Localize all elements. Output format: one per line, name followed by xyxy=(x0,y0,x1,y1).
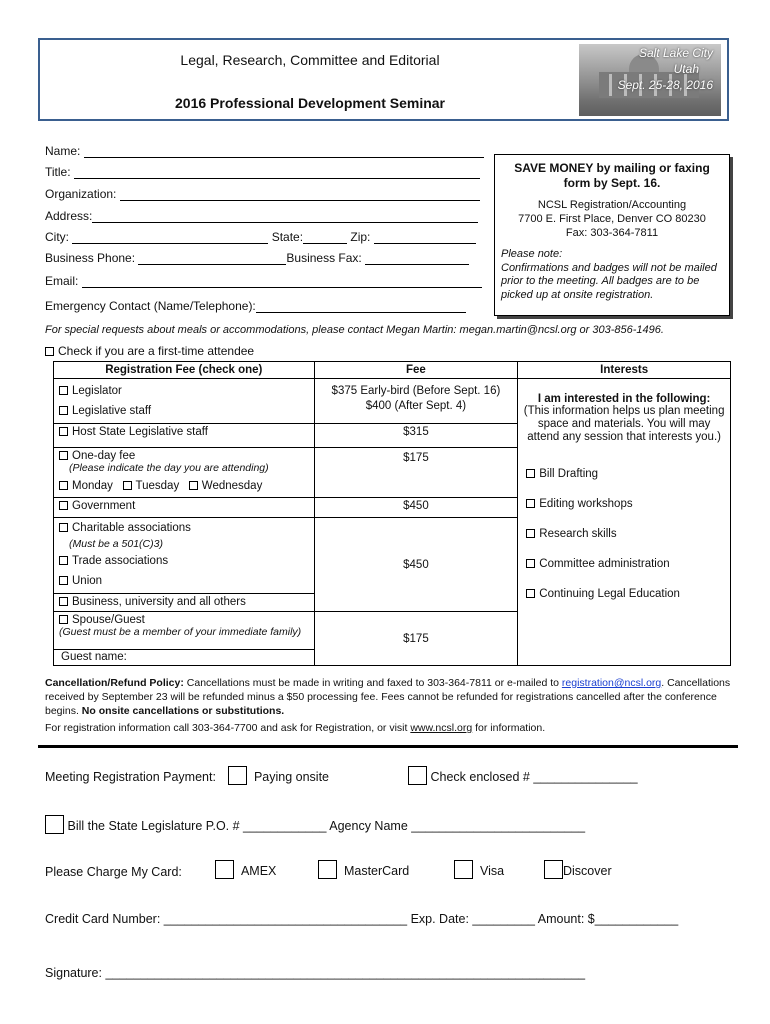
email-field[interactable] xyxy=(45,274,482,288)
registration-email-link[interactable]: registration@ncsl.org xyxy=(561,677,662,689)
bill-legislature-checkbox[interactable] xyxy=(45,815,64,834)
union-option[interactable] xyxy=(59,573,309,590)
name-label: Name: xyxy=(45,144,81,158)
legislator-checkbox[interactable] xyxy=(59,386,68,395)
one-day-option[interactable] xyxy=(59,450,309,462)
policy-text-1: Cancellations must be made in writing and faxed to 303-364-7811 or e-mailed to xyxy=(183,677,562,689)
host-state-checkbox[interactable] xyxy=(59,427,68,436)
section-divider xyxy=(38,745,738,748)
business-fax-line[interactable] xyxy=(365,253,469,265)
save-money-headline: SAVE MONEY by mailing or faxing form by Sept. 16. xyxy=(514,161,710,190)
tuesday-option[interactable] xyxy=(123,480,180,492)
reg-info-text: For registration information call 303-364-7700 and ask for Registration, or visit xyxy=(45,722,411,734)
government-option[interactable] xyxy=(54,498,315,518)
mastercard-checkbox[interactable] xyxy=(318,860,337,879)
mastercard-option[interactable] xyxy=(318,860,409,879)
trade-checkbox[interactable] xyxy=(59,556,68,565)
name-line[interactable] xyxy=(84,146,484,158)
title-label: Title: xyxy=(45,165,71,179)
check-enclosed-option[interactable] xyxy=(408,766,638,785)
amex-label: AMEX xyxy=(240,864,277,878)
policy-label: Cancellation/Refund Policy: xyxy=(45,677,184,689)
legislative-staff-label: Legislative staff xyxy=(72,405,152,417)
interests-cell xyxy=(518,379,731,666)
legislator-option[interactable] xyxy=(59,381,309,401)
title-field[interactable] xyxy=(45,165,480,179)
wednesday-option[interactable] xyxy=(189,480,263,492)
monday-option[interactable] xyxy=(59,480,113,492)
amex-option[interactable] xyxy=(215,860,276,879)
address-field[interactable] xyxy=(45,209,478,223)
committee-admin-checkbox[interactable] xyxy=(526,559,535,568)
bill-drafting-checkbox[interactable] xyxy=(526,469,535,478)
discover-checkbox[interactable] xyxy=(544,860,563,879)
state-line[interactable] xyxy=(303,232,347,244)
discover-option[interactable] xyxy=(544,860,612,879)
zip-label: Zip: xyxy=(350,230,371,244)
paying-onsite-option[interactable] xyxy=(228,766,329,785)
check-enclosed-checkbox[interactable] xyxy=(408,766,427,785)
payment-label: Meeting Registration Payment: xyxy=(45,770,216,784)
one-day-checkbox[interactable] xyxy=(59,451,68,460)
city-label: City: xyxy=(45,230,69,244)
host-state-label: Host State Legislative staff xyxy=(72,426,208,438)
col-header-fee: Fee xyxy=(314,362,518,379)
fee-late: $400 (After Sept. 4) xyxy=(365,400,467,412)
bill-legislature-option[interactable] xyxy=(45,815,585,834)
emergency-contact-field[interactable] xyxy=(45,299,466,313)
credit-card-line[interactable]: Credit Card Number: ___________________________________ Exp. Date: _________ Amount: $____________ xyxy=(45,912,679,926)
wednesday-checkbox[interactable] xyxy=(189,481,198,490)
address-line[interactable] xyxy=(92,211,478,223)
discover-label: Discover xyxy=(563,864,612,878)
guest-name-field[interactable] xyxy=(54,650,315,666)
policy-text-2: . Cancellations received by September 23 will be refunded minus a $50 processing fee. Fees cannot be refunded for registrations cancelled after the conference begins. xyxy=(45,677,731,717)
fee-government: $450 xyxy=(314,498,518,518)
phone-fax-field[interactable] xyxy=(45,251,469,265)
business-phone-line[interactable] xyxy=(138,253,286,265)
monday-label: Monday xyxy=(72,479,113,492)
cancellation-policy xyxy=(45,676,735,718)
interest-committee-admin[interactable] xyxy=(523,558,725,570)
zip-line[interactable] xyxy=(374,232,476,244)
union-checkbox[interactable] xyxy=(59,576,68,585)
continuing-legal-ed-label: Continuing Legal Education xyxy=(539,588,680,600)
fee-one-day: $175 xyxy=(314,448,518,498)
interest-bill-drafting[interactable] xyxy=(523,468,725,480)
charitable-checkbox[interactable] xyxy=(59,523,68,532)
mail-address-line2: 7700 E. First Place, Denver CO 80230 xyxy=(518,213,706,225)
editing-workshops-label: Editing workshops xyxy=(539,498,633,510)
associations-cell xyxy=(54,518,315,594)
special-requests-note: For special requests about meals or accommodations, please contact Megan Martin: megan.martin@ncsl.org or 303-856-1496. xyxy=(45,324,664,336)
spouse-checkbox[interactable] xyxy=(59,615,68,624)
spouse-note: (Guest must be a member of your immediate family) xyxy=(59,626,302,638)
first-time-attendee-option[interactable] xyxy=(45,344,254,358)
legislator-cell xyxy=(54,379,315,424)
one-day-label: One-day fee xyxy=(72,450,136,462)
mail-address-line1: NCSL Registration/Accounting xyxy=(537,199,687,211)
business-checkbox[interactable] xyxy=(59,597,68,606)
address-label: Address: xyxy=(45,209,93,223)
committee-admin-label: Committee administration xyxy=(539,558,670,570)
visa-checkbox[interactable] xyxy=(454,860,473,879)
legislator-label: Legislator xyxy=(72,385,122,397)
paying-onsite-label: Paying onsite xyxy=(253,770,330,784)
interests-note: (This information helps us plan meeting space and materials. You will may attend any session that interests you.) xyxy=(523,405,725,443)
charitable-note: (Must be a 501(C)3) xyxy=(69,538,163,550)
organization-field[interactable] xyxy=(45,187,480,201)
city-state-zip-field[interactable] xyxy=(45,230,476,244)
editing-workshops-checkbox[interactable] xyxy=(526,499,535,508)
government-label: Government xyxy=(72,500,136,512)
day-select-cell xyxy=(54,478,315,498)
reg-info-post: for information. xyxy=(472,722,546,734)
fee-legislator xyxy=(314,379,518,424)
emergency-line[interactable] xyxy=(256,301,466,313)
city-line[interactable] xyxy=(72,232,268,244)
amex-checkbox[interactable] xyxy=(215,860,234,879)
interest-editing-workshops[interactable] xyxy=(523,498,725,510)
spouse-label: Spouse/Guest xyxy=(72,614,145,626)
bill-legislature-label: Bill the State Legislature P.O. # ____________ Agency Name _________________________ xyxy=(67,819,586,833)
guest-name-label: Guest name: xyxy=(61,651,127,663)
emergency-label: Emergency Contact (Name/Telephone): xyxy=(45,299,256,313)
registration-info xyxy=(45,722,545,734)
first-time-label: Check if you are a first-time attendee xyxy=(58,344,255,358)
photo-caption-city: Salt Lake City xyxy=(638,46,713,60)
fee-early-bird: $375 Early-bird (Before Sept. 16) xyxy=(331,385,501,397)
state-label: State: xyxy=(271,230,304,244)
visa-label: Visa xyxy=(479,864,505,878)
first-time-checkbox[interactable] xyxy=(45,347,54,356)
organization-line[interactable] xyxy=(120,189,480,201)
registration-fee-table xyxy=(53,361,731,666)
photo-caption-state: Utah xyxy=(673,62,699,76)
research-skills-checkbox[interactable] xyxy=(526,529,535,538)
legislative-staff-option[interactable] xyxy=(59,401,309,421)
monday-checkbox[interactable] xyxy=(59,481,68,490)
government-checkbox[interactable] xyxy=(59,501,68,510)
save-money-box xyxy=(494,154,730,316)
fee-associations: $450 xyxy=(314,518,518,612)
note-label: Please note: xyxy=(501,248,563,260)
note-text: Confirmations and badges will not be mailed prior to the meeting. All badges are to be picked up at onsite registration. xyxy=(501,261,717,301)
header-box xyxy=(38,38,729,121)
name-field[interactable] xyxy=(45,144,484,158)
wednesday-label: Wednesday xyxy=(201,479,263,492)
salt-lake-capitol-photo xyxy=(579,44,721,116)
business-label: Business, university and all others xyxy=(72,596,246,608)
header-title-line2: 2016 Professional Development Seminar xyxy=(175,95,445,111)
fee-spouse: $175 xyxy=(314,612,518,666)
charitable-option[interactable] xyxy=(59,520,309,537)
interest-research-skills[interactable] xyxy=(523,528,725,540)
ncsl-website-link[interactable]: www.ncsl.org xyxy=(410,722,473,734)
trade-option[interactable] xyxy=(59,553,309,570)
tuesday-checkbox[interactable] xyxy=(123,481,132,490)
interests-title: I am interested in the following: xyxy=(537,393,711,405)
business-fax-label: Business Fax: xyxy=(286,251,362,265)
trade-label: Trade associations xyxy=(72,555,169,567)
one-day-cell xyxy=(54,448,315,478)
charitable-label: Charitable associations xyxy=(72,522,191,534)
spouse-option[interactable] xyxy=(59,614,309,626)
mastercard-label: MasterCard xyxy=(343,864,410,878)
email-label: Email: xyxy=(45,274,79,288)
spouse-cell xyxy=(54,612,315,650)
check-enclosed-label: Check enclosed # _______________ xyxy=(430,770,638,784)
signature-line[interactable]: Signature: _____________________________________________________________________ xyxy=(45,966,586,980)
col-header-registration: Registration Fee (check one) xyxy=(54,362,315,379)
host-state-option[interactable] xyxy=(54,424,315,448)
email-line[interactable] xyxy=(82,276,482,288)
tuesday-label: Tuesday xyxy=(135,479,180,492)
visa-option[interactable] xyxy=(454,860,504,879)
organization-label: Organization: xyxy=(45,187,117,201)
title-line[interactable] xyxy=(74,167,480,179)
fee-host-state: $315 xyxy=(314,424,518,448)
paying-onsite-checkbox[interactable] xyxy=(228,766,247,785)
bill-drafting-label: Bill Drafting xyxy=(539,468,599,480)
business-phone-label: Business Phone: xyxy=(45,251,136,265)
one-day-note: (Please indicate the day you are attending) xyxy=(69,462,269,474)
business-option[interactable] xyxy=(54,594,315,612)
col-header-interests: Interests xyxy=(518,362,731,379)
charge-card-label: Please Charge My Card: xyxy=(45,865,182,879)
fax-number: Fax: 303-364-7811 xyxy=(565,227,659,239)
union-label: Union xyxy=(72,575,103,587)
policy-no-onsite: No onsite cancellations or substitutions. xyxy=(81,705,285,717)
interest-continuing-legal-ed[interactable] xyxy=(523,588,725,600)
photo-caption-dates: Sept. 25-28, 2016 xyxy=(617,78,713,92)
header-title-line1: Legal, Research, Committee and Editorial xyxy=(180,52,440,68)
research-skills-label: Research skills xyxy=(539,528,617,540)
continuing-legal-ed-checkbox[interactable] xyxy=(526,589,535,598)
legislative-staff-checkbox[interactable] xyxy=(59,406,68,415)
